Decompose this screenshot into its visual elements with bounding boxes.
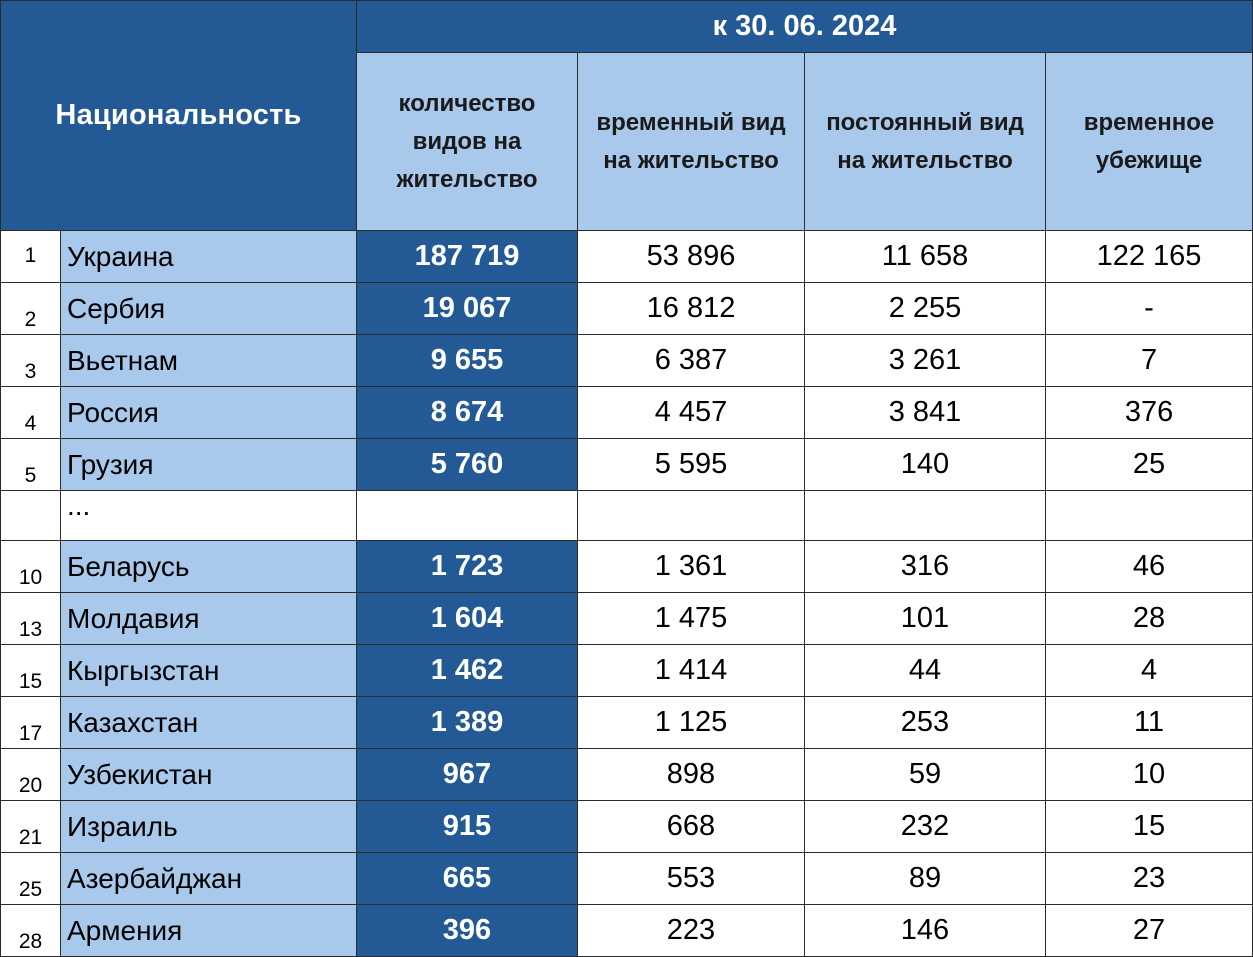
total-cell: 915 (357, 801, 578, 853)
asylum-cell: 11 (1046, 697, 1253, 749)
temporary-cell: 1 414 (578, 645, 805, 697)
country-cell: Азербайджан (61, 853, 357, 905)
country-cell: Вьетнам (61, 335, 357, 387)
rank-cell: 2 (1, 283, 61, 335)
table-row (1, 593, 1253, 645)
total-cell: 8 674 (357, 387, 578, 439)
permanent-cell: 3 261 (805, 335, 1046, 387)
permanent-column-header: постоянный вид на жительство (805, 53, 1046, 231)
empty-cell (805, 491, 1046, 541)
total-cell: 1 462 (357, 645, 578, 697)
rank-cell: 21 (1, 801, 61, 853)
asylum-column-header: временное убежище (1046, 53, 1253, 231)
permanent-cell: 11 658 (805, 231, 1046, 283)
table-row (1, 749, 1253, 801)
temporary-cell: 1 125 (578, 697, 805, 749)
country-cell: Украина (61, 231, 357, 283)
table-row (1, 853, 1253, 905)
ellipsis-row (1, 491, 1253, 541)
rank-cell: 10 (1, 541, 61, 593)
permanent-cell: 140 (805, 439, 1046, 491)
temporary-cell: 553 (578, 853, 805, 905)
total-cell: 187 719 (357, 231, 578, 283)
country-cell: Грузия (61, 439, 357, 491)
permanent-cell: 59 (805, 749, 1046, 801)
nationality-header: Национальность (1, 1, 357, 231)
permanent-cell: 101 (805, 593, 1046, 645)
rank-cell: 1 (1, 231, 61, 283)
country-cell: Кыргызстан (61, 645, 357, 697)
table-row (1, 231, 1253, 283)
table-row (1, 645, 1253, 697)
country-cell: Армения (61, 905, 357, 957)
permanent-cell: 2 255 (805, 283, 1046, 335)
table-row (1, 697, 1253, 749)
table-row (1, 541, 1253, 593)
empty-cell (1046, 491, 1253, 541)
table-row (1, 801, 1253, 853)
table-row (1, 335, 1253, 387)
rank-cell: 25 (1, 853, 61, 905)
asylum-cell: 122 165 (1046, 231, 1253, 283)
date-header: к 30. 06. 2024 (357, 1, 1253, 53)
temporary-cell: 16 812 (578, 283, 805, 335)
temporary-cell: 223 (578, 905, 805, 957)
asylum-cell: 15 (1046, 801, 1253, 853)
asylum-cell: 46 (1046, 541, 1253, 593)
permanent-cell: 44 (805, 645, 1046, 697)
asylum-cell: - (1046, 283, 1253, 335)
permanent-cell: 232 (805, 801, 1046, 853)
rank-cell: 13 (1, 593, 61, 645)
total-cell: 967 (357, 749, 578, 801)
empty-cell (357, 491, 578, 541)
header-row-top (1, 1, 1253, 53)
rank-cell: 5 (1, 439, 61, 491)
country-cell: Беларусь (61, 541, 357, 593)
temporary-cell: 53 896 (578, 231, 805, 283)
rank-cell: 4 (1, 387, 61, 439)
asylum-cell: 10 (1046, 749, 1253, 801)
temporary-cell: 668 (578, 801, 805, 853)
permanent-cell: 146 (805, 905, 1046, 957)
country-cell: Казахстан (61, 697, 357, 749)
total-cell: 1 604 (357, 593, 578, 645)
rank-cell: 28 (1, 905, 61, 957)
rank-cell: 15 (1, 645, 61, 697)
total-cell: 19 067 (357, 283, 578, 335)
ellipsis-cell: ... (61, 491, 357, 541)
asylum-cell: 28 (1046, 593, 1253, 645)
table-row (1, 905, 1253, 957)
asylum-cell: 376 (1046, 387, 1253, 439)
total-cell: 665 (357, 853, 578, 905)
table-body-bottom (1, 541, 1253, 957)
table-body-ellipsis (1, 491, 1253, 541)
asylum-cell: 25 (1046, 439, 1253, 491)
temporary-cell: 898 (578, 749, 805, 801)
total-cell: 396 (357, 905, 578, 957)
permanent-cell: 89 (805, 853, 1046, 905)
temporary-cell: 6 387 (578, 335, 805, 387)
total-cell: 9 655 (357, 335, 578, 387)
country-cell: Россия (61, 387, 357, 439)
table-row (1, 439, 1253, 491)
rank-cell: 20 (1, 749, 61, 801)
table-row (1, 283, 1253, 335)
asylum-cell: 23 (1046, 853, 1253, 905)
total-cell: 5 760 (357, 439, 578, 491)
permanent-cell: 3 841 (805, 387, 1046, 439)
temporary-cell: 5 595 (578, 439, 805, 491)
permanent-cell: 316 (805, 541, 1046, 593)
total-cell: 1 389 (357, 697, 578, 749)
country-cell: Узбекистан (61, 749, 357, 801)
rank-cell: 3 (1, 335, 61, 387)
total-column-header: количество видов на жительство (357, 53, 578, 231)
temporary-column-header: временный вид на жительство (578, 53, 805, 231)
country-cell: Молдавия (61, 593, 357, 645)
asylum-cell: 27 (1046, 905, 1253, 957)
country-cell: Сербия (61, 283, 357, 335)
country-cell: Израиль (61, 801, 357, 853)
asylum-cell: 4 (1046, 645, 1253, 697)
table-row (1, 387, 1253, 439)
total-cell: 1 723 (357, 541, 578, 593)
temporary-cell: 1 361 (578, 541, 805, 593)
permanent-cell: 253 (805, 697, 1046, 749)
empty-cell (578, 491, 805, 541)
asylum-cell: 7 (1046, 335, 1253, 387)
temporary-cell: 4 457 (578, 387, 805, 439)
rank-cell: 17 (1, 697, 61, 749)
rank-cell (1, 491, 61, 541)
temporary-cell: 1 475 (578, 593, 805, 645)
table-body-top (1, 231, 1253, 491)
